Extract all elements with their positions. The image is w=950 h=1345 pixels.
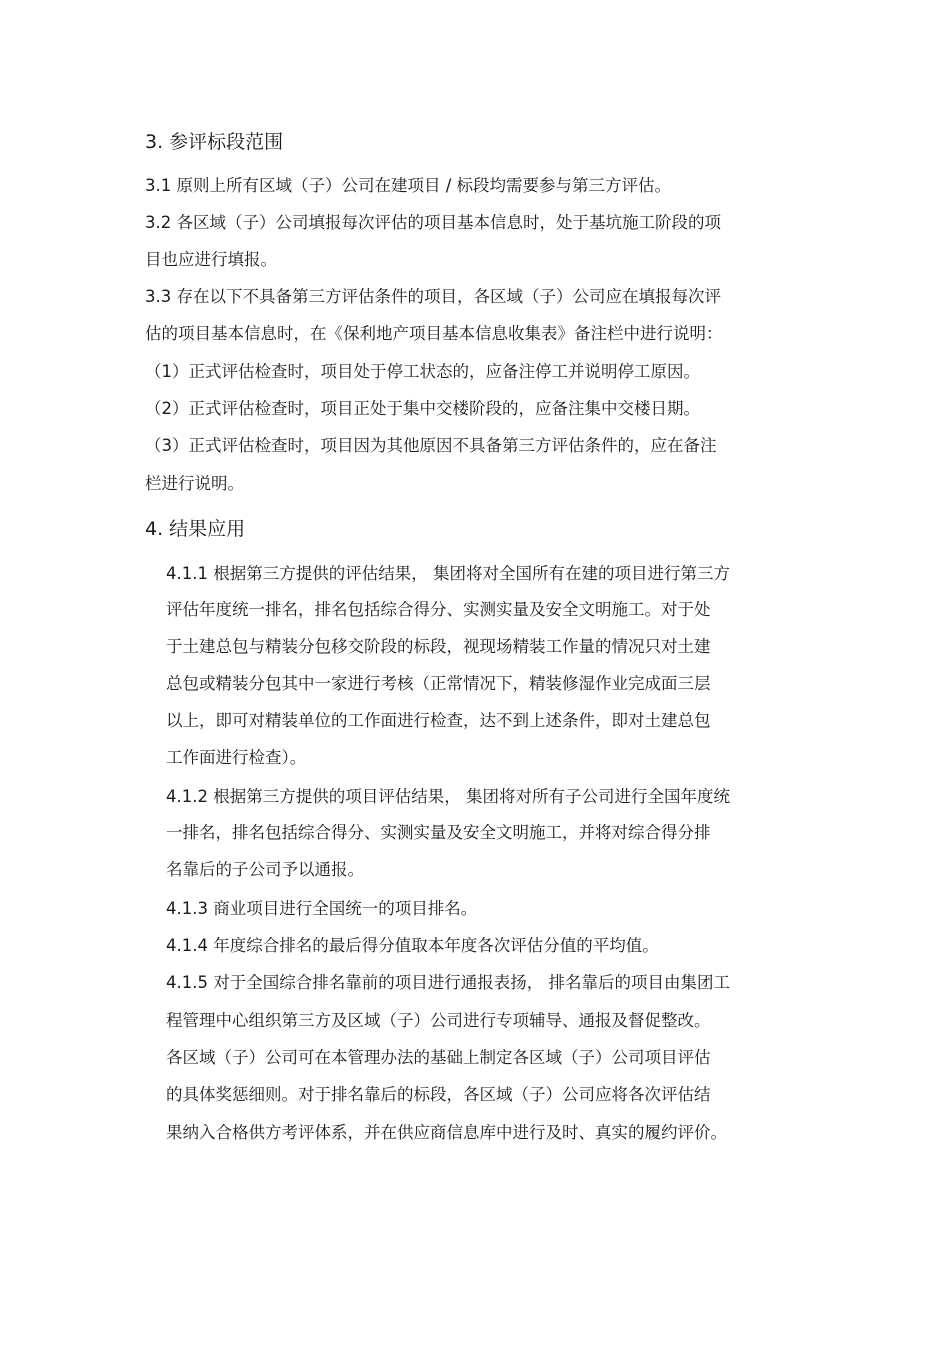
paragraph-line: 名靠后的子公司予以通报。 <box>166 860 364 879</box>
paragraph-line: 3.2 各区域（子）公司填报每次评估的项目基本信息时，处于基坑施工阶段的项 <box>145 213 721 232</box>
paragraph-line: 总包或精装分包其中一家进行考核（正常情况下，精装修湿作业完成面三层 <box>166 674 711 693</box>
paragraph-line: 一排名，排名包括综合得分、实测实量及安全文明施工，并将对综合得分排 <box>166 823 711 842</box>
paragraph-line: 评估年度统一排名，排名包括综合得分、实测实量及安全文明施工。对于处 <box>166 600 711 619</box>
paragraph-line: 程管理中心组织第三方及区域（子）公司进行专项辅导、通报及督促整改。 <box>166 1011 711 1030</box>
paragraph-line: 4.1.4 年度综合排名的最后得分值取本年度各次评估分值的平均值。 <box>166 936 659 955</box>
paragraph-line: 的具体奖惩细则。对于排名靠后的标段，各区域（子）公司应将各次评估结 <box>166 1085 711 1104</box>
paragraph-line: 3.3 存在以下不具备第三方评估条件的项目，各区域（子）公司应在填报每次评 <box>145 287 721 306</box>
paragraph-line: 4.1.5 对于全国综合排名靠前的项目进行通报表扬， 排名靠后的项目由集团工 <box>166 973 730 992</box>
list-item: （3）正式评估检查时，项目因为其他原因不具备第三方评估条件的，应在备注 <box>145 436 717 455</box>
paragraph-line: 目也应进行填报。 <box>145 250 277 269</box>
paragraph-line: 估的项目基本信息时，在《保利地产项目基本信息收集表》备注栏中进行说明： <box>145 324 723 343</box>
list-item: （1）正式评估检查时，项目处于停工状态的，应备注停工并说明停工原因。 <box>145 362 700 381</box>
section-4-heading: 4. 结果应用 <box>145 518 246 540</box>
paragraph-line: 3.1 原则上所有区域（子）公司在建项目 / 标段均需要参与第三方评估。 <box>145 176 672 195</box>
paragraph-line: 果纳入合格供方考评体系，并在供应商信息库中进行及时、真实的履约评价。 <box>166 1123 727 1142</box>
paragraph-line: 于土建总包与精装分包移交阶段的标段，视现场精装工作量的情况只对土建 <box>166 637 711 656</box>
list-item: （2）正式评估检查时，项目正处于集中交楼阶段的，应备注集中交楼日期。 <box>145 399 700 418</box>
section-3-heading: 3. 参评标段范围 <box>145 131 284 153</box>
paragraph-line: 以上，即可对精装单位的工作面进行检查，达不到上述条件，即对土建总包 <box>166 711 711 730</box>
paragraph-line: 4.1.1 根据第三方提供的评估结果， 集团将对全国所有在建的项目进行第三方 <box>166 564 730 583</box>
paragraph-line: 各区域（子）公司可在本管理办法的基础上制定各区域（子）公司项目评估 <box>166 1048 711 1067</box>
paragraph-line: 4.1.2 根据第三方提供的项目评估结果， 集团将对所有子公司进行全国年度统 <box>166 787 730 806</box>
paragraph-line: 栏进行说明。 <box>145 474 244 493</box>
paragraph-line: 4.1.3 商业项目进行全国统一的项目排名。 <box>166 899 478 918</box>
paragraph-line: 工作面进行检查）。 <box>166 748 307 767</box>
